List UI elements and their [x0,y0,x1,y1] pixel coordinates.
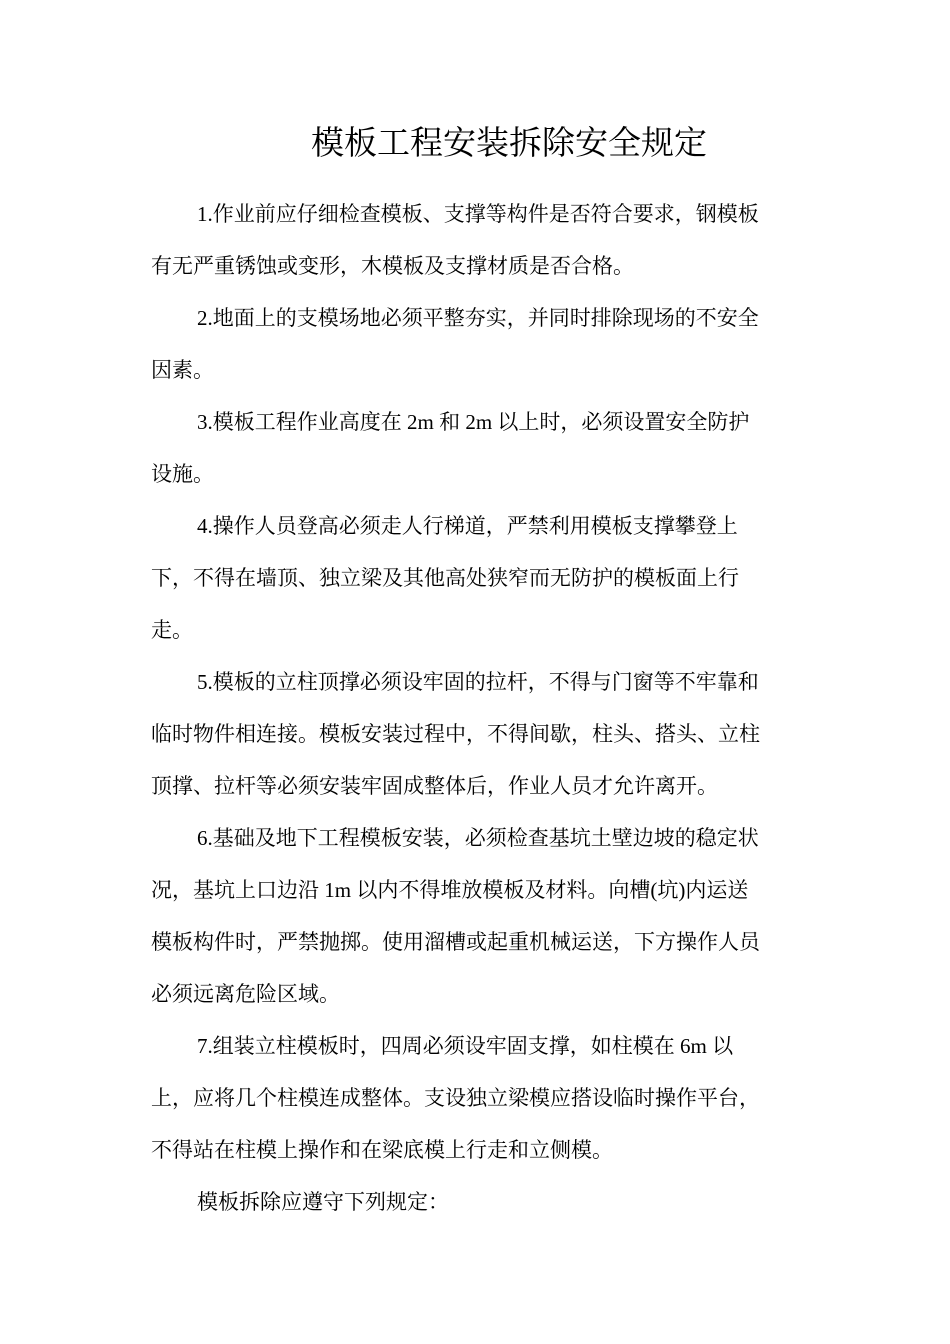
paragraph-line: 7.组装立柱模板时，四周必须设牢固支撑，如柱模在 6m 以 [197,1034,734,1058]
paragraph-line: 况，基坑上口边沿 1m 以内不得堆放模板及材料。向槽(坑)内运送 [151,878,749,902]
document-body [151,188,801,1228]
paragraph-line: 不得站在柱模上操作和在梁底模上行走和立侧模。 [151,1138,613,1162]
paragraph-line: 临时物件相连接。模板安装过程中，不得间歇，柱头、搭头、立柱 [151,722,760,746]
document-title: 模板工程安装拆除安全规定 [311,126,707,162]
paragraph-line: 上，应将几个柱模连成整体。支设独立梁模应搭设临时操作平台， [151,1086,760,1110]
paragraph-8 [151,1176,801,1228]
paragraph-line: 4.操作人员登高必须走人行梯道，严禁利用模板支撑攀登上 [197,514,738,538]
paragraph-line: 2.地面上的支模场地必须平整夯实，并同时排除现场的不安全 [197,306,759,330]
paragraph-1 [151,188,801,292]
paragraph-5 [151,656,801,812]
paragraph-line: 设施。 [151,462,214,486]
paragraph-line: 模板构件时，严禁抛掷。使用溜槽或起重机械运送，下方操作人员 [151,930,760,954]
paragraph-3 [151,396,801,500]
paragraph-6 [151,812,801,1020]
paragraph-line: 走。 [151,618,193,642]
paragraph-4 [151,500,801,656]
paragraph-line: 顶撑、拉杆等必须安装牢固成整体后，作业人员才允许离开。 [151,774,718,798]
paragraph-line: 6.基础及地下工程模板安装，必须检查基坑土壁边坡的稳定状 [197,826,759,850]
paragraph-2 [151,292,801,396]
paragraph-line: 5.模板的立柱顶撑必须设牢固的拉杆，不得与门窗等不牢靠和 [197,670,759,694]
paragraph-line: 有无严重锈蚀或变形，木模板及支撑材质是否合格。 [151,254,634,278]
paragraph-line: 1.作业前应仔细检查模板、支撑等构件是否符合要求，钢模板 [197,202,759,226]
paragraph-line: 下，不得在墙顶、独立梁及其他高处狭窄而无防护的模板面上行 [151,566,739,590]
paragraph-line: 因素。 [151,358,214,382]
paragraph-line: 必须远离危险区域。 [151,982,340,1006]
paragraph-line: 3.模板工程作业高度在 2m 和 2m 以上时，必须设置安全防护 [197,410,750,434]
paragraph-line: 模板拆除应遵守下列规定： [197,1190,449,1214]
paragraph-7 [151,1020,801,1176]
